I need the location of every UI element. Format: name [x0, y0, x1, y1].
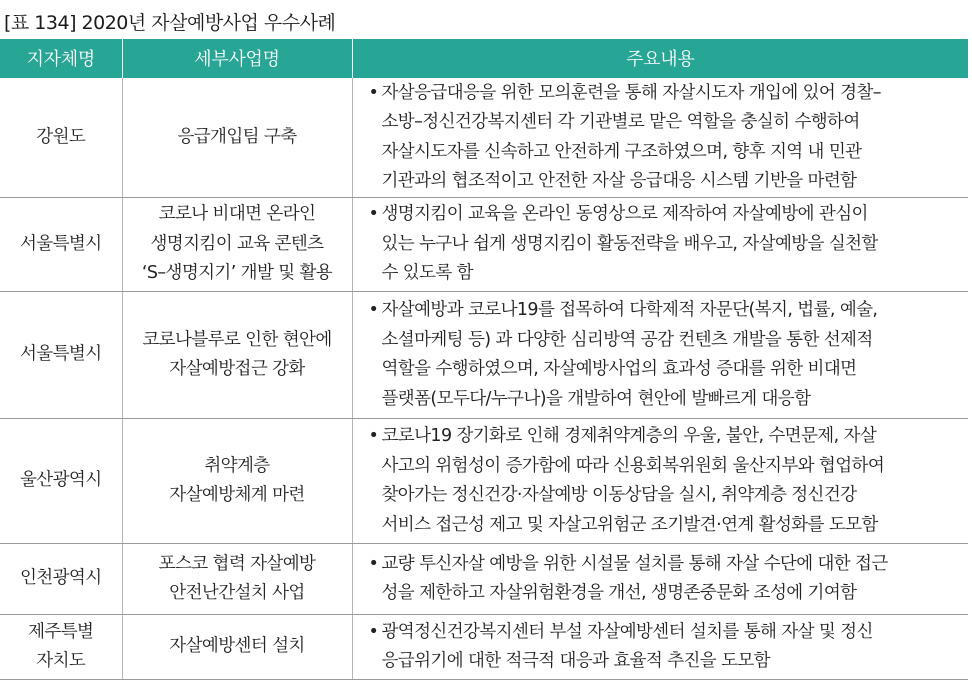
project-name: 코로나블루로 인한 현안에 [142, 329, 332, 350]
table-row [0, 544, 968, 615]
region-name: 인천광역시 [19, 568, 102, 589]
project-name: 포스코 협력 자살예방 [158, 553, 316, 574]
content-text: 생명지킴이 교육을 온라인 동영상으로 제작하여 자살예방에 관심이 [381, 204, 868, 225]
project-name: 자살예방센터 설치 [169, 636, 305, 657]
column-header-project: 세부사업명 [122, 39, 352, 78]
region-name: 서울특별시 [19, 233, 102, 254]
region-cell [0, 292, 122, 419]
project-name: 생명지킴이 교육 콘텐츠 [150, 233, 324, 254]
project-cell [122, 78, 352, 198]
content-text: 찾아가는 정신건강·자살예방 이동상담을 실시, 취약계층 정신건강 [381, 485, 857, 505]
table-row [0, 615, 968, 680]
bullet-icon: • [368, 553, 379, 574]
table-body [0, 78, 968, 680]
region-cell [0, 615, 122, 680]
content-cell [352, 419, 968, 544]
project-cell [122, 198, 352, 292]
content-first-line [369, 200, 965, 230]
project-cell [122, 292, 352, 419]
best-practices-table [0, 39, 968, 680]
content-text: 있는 누구나 쉽게 생명지킴이 활동전략을 배우고, 자살예방을 실천할 [381, 233, 878, 254]
content-text: 자살응급대응을 위한 모의훈련을 통해 자살시도자 개입에 있어 경찰– [381, 82, 881, 103]
region-cell [0, 419, 122, 544]
region-name: 자치도 [36, 651, 86, 671]
bullet-icon: • [368, 621, 379, 642]
region-cell [0, 198, 122, 292]
table-caption: [표 134] 2020년 자살예방사업 우수사례 [4, 12, 336, 34]
project-name: 취약계층 [204, 455, 270, 476]
content-first-line [369, 296, 965, 326]
region-name: 강원도 [36, 126, 86, 147]
content-text: 광역정신건강복지센터 부설 자살예방센터 설치를 통해 자살 및 정신 [381, 621, 873, 642]
bullet-icon: • [368, 300, 379, 320]
content-text: 역할을 수행하였으며, 자살예방사업의 효과성 증대를 위한 비대면 [381, 359, 857, 379]
content-text: 응급위기에 대한 적극적 대응과 효율적 추진을 도모함 [381, 651, 770, 671]
table-header-row [0, 39, 968, 78]
table-row [0, 292, 968, 419]
content-text: 코로나19 장기화로 인해 경제취약계층의 우울, 불안, 수면문제, 자살 [381, 426, 877, 446]
content-cell [352, 544, 968, 615]
bullet-icon: • [368, 82, 379, 103]
project-name: 자살예방체계 마련 [169, 485, 305, 505]
column-header-region: 지자체명 [0, 39, 122, 78]
region-name: 서울특별시 [19, 344, 102, 365]
project-cell [122, 419, 352, 544]
region-name: 제주특별 [28, 621, 94, 642]
content-text: 기관과의 협조적이고 안전한 자살 응급대응 시스템 기반을 마련함 [381, 171, 857, 191]
project-name: 안전난간설치 사업 [169, 583, 305, 603]
project-name: 자살예방접근 강화 [169, 359, 305, 379]
content-text: 성을 제한하고 자살위험환경을 개선, 생명존중문화 조성에 기여함 [381, 583, 857, 603]
content-text: 수 있도록 함 [381, 263, 473, 284]
table [0, 39, 968, 680]
content-text: 플랫폼(모두다/누구나)을 개발하여 현안에 발빠르게 대응함 [381, 388, 811, 409]
table-row [0, 419, 968, 544]
table-row [0, 78, 968, 198]
content-text: 소셜마케팅 등) 과 다양한 심리방역 공감 컨텐츠 개발을 통한 선제적 [381, 329, 873, 350]
content-text: 사고의 위험성이 증가함에 따라 신용회복위원회 울산지부와 협업하여 [381, 455, 885, 476]
content-text: 교량 투신자살 예방을 위한 시설물 설치를 통해 자살 수단에 대한 접근 [381, 553, 888, 574]
content-first-line [369, 550, 965, 580]
content-first-line [369, 79, 965, 109]
content-text: 자살예방과 코로나19를 접목하여 다학제적 자문단(복지, 법률, 예술, [381, 300, 878, 320]
content-cell [352, 198, 968, 292]
content-text: 서비스 접근성 제고 및 자살고위험군 조기발견·연계 활성화를 도모함 [381, 514, 878, 535]
region-cell [0, 544, 122, 615]
project-cell [122, 544, 352, 615]
content-cell [352, 615, 968, 680]
column-header-content: 주요내용 [352, 39, 968, 78]
project-cell [122, 615, 352, 680]
content-text: 소방–정신건강복지센터 각 기관별로 맡은 역할을 충실히 수행하여 [381, 112, 860, 132]
content-cell [352, 78, 968, 198]
content-cell [352, 292, 968, 419]
project-name: 코로나 비대면 온라인 [158, 204, 316, 225]
content-first-line [369, 422, 965, 452]
project-name: ‘S–생명지기’ 개발 및 활용 [141, 263, 333, 284]
content-first-line [369, 618, 965, 648]
table-row [0, 198, 968, 292]
region-cell [0, 78, 122, 198]
region-name: 울산광역시 [19, 470, 102, 491]
bullet-icon: • [368, 426, 379, 446]
project-name: 응급개입팀 구축 [177, 126, 297, 147]
bullet-icon: • [368, 204, 379, 225]
content-text: 자살시도자를 신속하고 안전하게 구조하였으며, 향후 지역 내 민관 [381, 141, 862, 162]
